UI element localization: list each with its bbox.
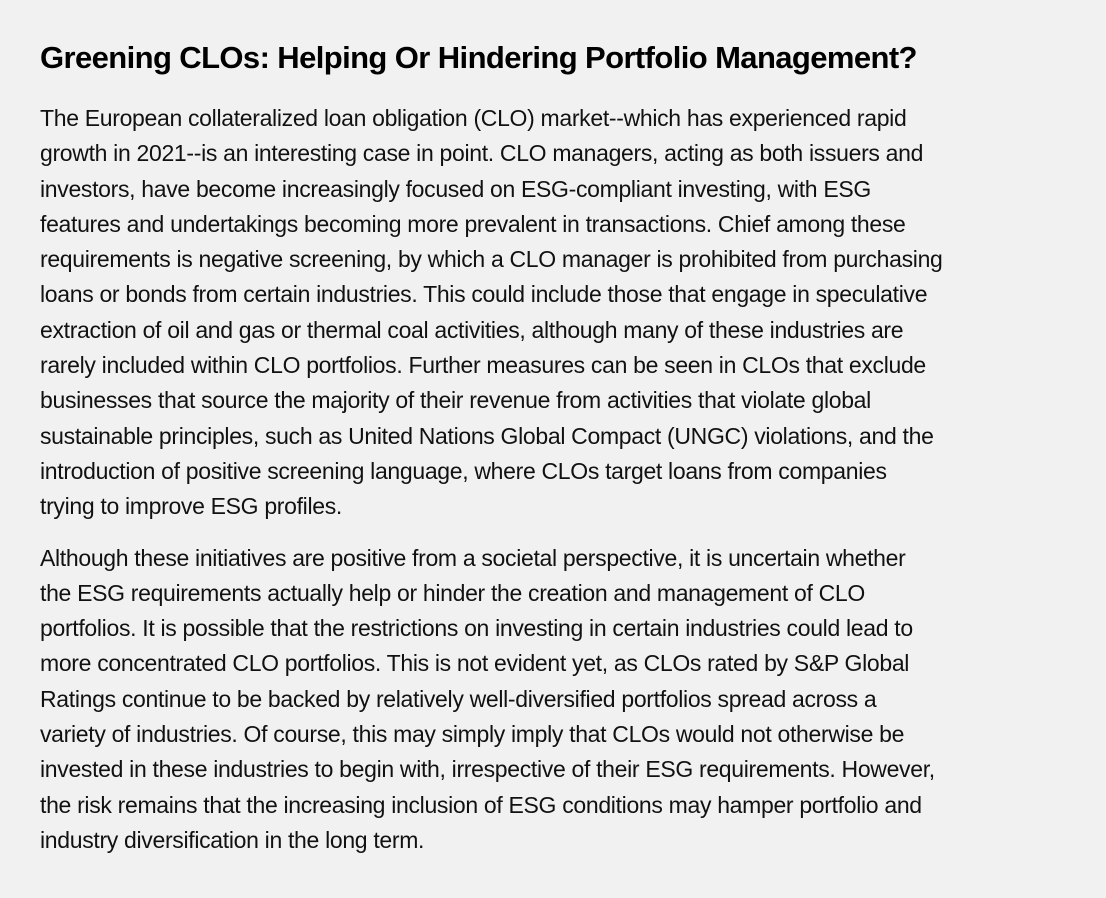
paragraph-line: industry diversification in the long term. bbox=[40, 826, 425, 853]
paragraph-line: extraction of oil and gas or thermal coal activities, although many of these industries are bbox=[40, 316, 904, 343]
paragraph-line: the risk remains that the increasing inclusion of ESG conditions may hamper portfolio and bbox=[40, 791, 922, 818]
paragraph-line: sustainable principles, such as United Nations Global Compact (UNGC) violations, and the bbox=[40, 422, 934, 449]
paragraph-line: Although these initiatives are positive from a societal perspective, it is uncertain whether bbox=[40, 544, 906, 571]
paragraph-line: Ratings continue to be backed by relatively well-diversified portfolios spread across a bbox=[40, 685, 877, 712]
paragraph-line: investors, have become increasingly focused on ESG-compliant investing, with ESG bbox=[40, 175, 871, 202]
paragraph-line: trying to improve ESG profiles. bbox=[40, 493, 342, 520]
paragraph-line: the ESG requirements actually help or hinder the creation and management of CLO bbox=[40, 579, 865, 606]
paragraph-line: loans or bonds from certain industries. This could include those that engage in speculative bbox=[40, 281, 928, 308]
paragraph-1 bbox=[40, 101, 1066, 525]
article-title: Greening CLOs: Helping Or Hindering Portfolio Management? bbox=[40, 40, 917, 75]
paragraph-line: variety of industries. Of course, this may simply imply that CLOs would not otherwise be bbox=[40, 721, 905, 748]
paragraph-2 bbox=[40, 541, 1066, 859]
paragraph-line: rarely included within CLO portfolios. Further measures can be seen in CLOs that exclude bbox=[40, 352, 926, 379]
paragraph-line: invested in these industries to begin with, irrespective of their ESG requirements. However, bbox=[40, 756, 935, 783]
paragraph-line: portfolios. It is possible that the restrictions on investing in certain industries could lead to bbox=[40, 615, 913, 642]
paragraph-line: growth in 2021--is an interesting case in point. CLO managers, acting as both issuers and bbox=[40, 140, 924, 167]
paragraph-line: requirements is negative screening, by which a CLO manager is prohibited from purchasing bbox=[40, 246, 943, 273]
paragraph-line: more concentrated CLO portfolios. This is not evident yet, as CLOs rated by S&P Global bbox=[40, 650, 910, 677]
paragraph-line: introduction of positive screening language, where CLOs target loans from companies bbox=[40, 457, 887, 484]
paragraph-line: features and undertakings becoming more prevalent in transactions. Chief among these bbox=[40, 210, 906, 237]
paragraph-line: businesses that source the majority of their revenue from activities that violate global bbox=[40, 387, 871, 414]
paragraph-line: The European collateralized loan obligation (CLO) market--which has experienced rapid bbox=[40, 105, 907, 131]
